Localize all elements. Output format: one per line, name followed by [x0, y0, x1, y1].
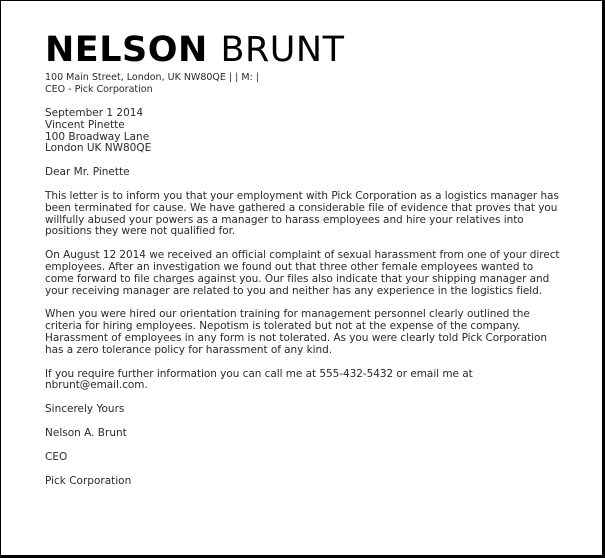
signer-title: CEO [45, 450, 68, 463]
recipient-name: Vincent Pinette [45, 118, 125, 131]
signer-name: Nelson A. Brunt [45, 426, 127, 439]
body-paragraph-complaint: On August 12 2014 we received an official complaint of sexual harassment from one of your direct employees. After an investigation we found out that three other female employees wanted to come forward to file charges against you. Our files also indicate that your shipping manager and your receiving manager are related to you and neither has any experience in the logistics field. [45, 249, 560, 297]
body-paragraph-policy: When you were hired our orientation training for management personnel clearly outlined the criteria for hiring employees. Nepotism is tolerated but not at the expense of the company. Harassment of employees in any form is not tolerated. As you were clearly told Pick Corporation has a zero tolerance policy for harassment of any kind. [45, 308, 547, 356]
sender-title: CEO - Pick Corporation [45, 84, 153, 95]
sender-name [45, 31, 565, 69]
letter-content [45, 31, 565, 487]
salutation: Dear Mr. Pinette [45, 166, 130, 179]
recipient-city: London UK NW80QE [45, 142, 152, 155]
sender-first-name: NELSON [45, 30, 208, 70]
body-paragraph-contact: If you require further information you can call me at 555-432-5432 or email me at nbrunt@email.com. [45, 367, 473, 392]
sender-last-name: BRUNT [220, 30, 345, 70]
signer-company: Pick Corporation [45, 474, 132, 487]
closing: Sincerely Yours [45, 403, 125, 416]
recipient-block [45, 108, 565, 155]
body-paragraph-termination: This letter is to inform you that your employment with Pick Corporation as a logistics manager has been terminated for cause. We have gathered a considerable file of evidence that proves that you willfully abused your powers as a manager to harass employees and hire your relatives into positions they were not qualified for. [45, 189, 559, 238]
recipient-street: 100 Broadway Lane [45, 130, 150, 143]
sender-contact: 100 Main Street, London, UK NW80QE | | M: | [45, 72, 259, 83]
letter-date: September 1 2014 [45, 107, 144, 119]
